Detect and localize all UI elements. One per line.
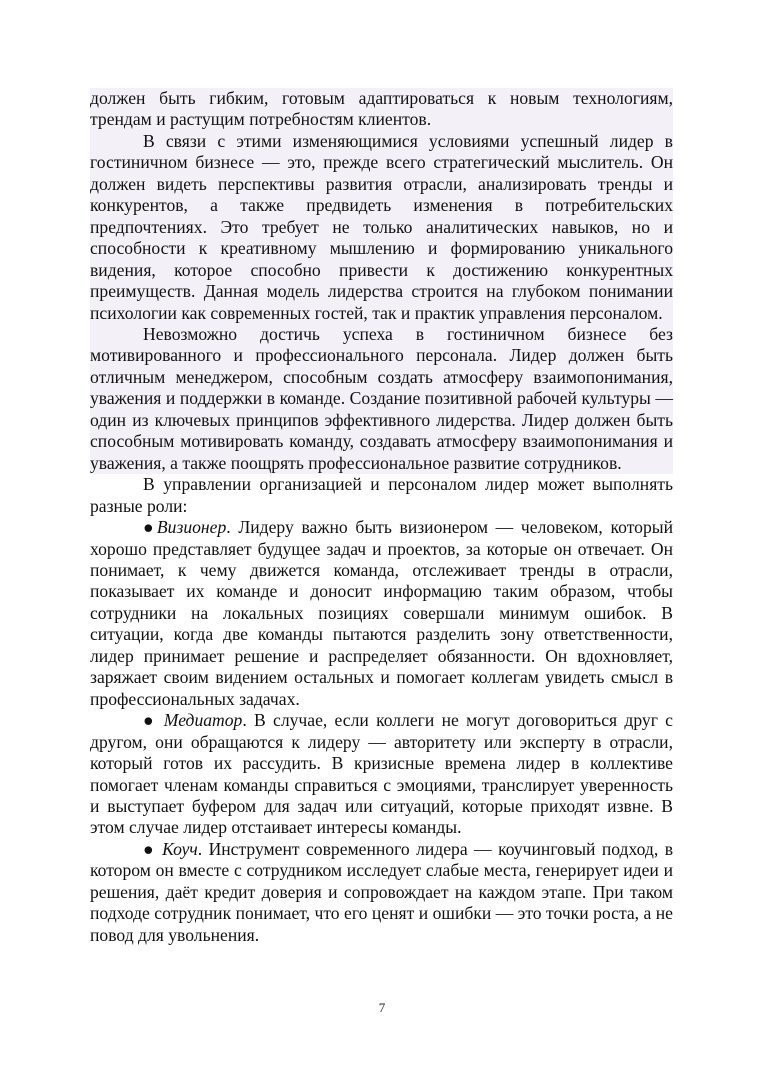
role-title: Коуч	[162, 838, 198, 859]
paragraph-continuation: должен быть гибким, готовым адаптироваться к новым технологиям, трендам и растущим потребностям клиентов.	[90, 88, 673, 130]
role-description: . Лидеру важно быть визионером — человеком, который хорошо представляет будущее задач и проектов, за которые он отвечает. Он понимает, к чему движется команда, отслеживает тренды в отрасли, показывает их команде и доносит информацию таким образом, чтобы сотрудники на локальных позициях совершали минимум ошибок. В ситуации, когда две команды пытаются разделить зону ответственности, лидер принимает решение и распределяет обязанности. Он вдохновляет, заряжает своим видением остальных и помогает коллегам увидеть смысл в профессиональных задачах.	[90, 517, 673, 709]
role-item-mediator	[90, 710, 673, 839]
paragraph-motivated-staff: Невозможно достичь успеха в гостиничном бизнесе без мотивированного и профессионального персонала. Лидер должен быть отличным менеджером, способным создать атмосферу взаимопонимания, уважения и поддержки в команде. Создание позитивной рабочей культуры — один из ключевых принципов эффективного лидерства. Лидер должен быть способным мотивировать команду, создавать атмосферу взаимопонимания и уважения, а также поощрять профессиональное развитие сотрудников.	[90, 323, 673, 473]
role-description: . Инструмент современного лидера — коучинговый подход, в котором он вместе с сотрудником исследует слабые места, генерирует идеи и решения, даёт кредит доверия и сопровождает на каждом этапе. При таком подходе сотрудник понимает, что его ценят и ошибки — это точки роста, а не повод для увольнения.	[90, 838, 674, 945]
role-item-coach	[90, 839, 673, 946]
paragraph-strategic-thinker: В связи с этими изменяющимися условиями успешный лидер в гостиничном бизнесе — это, прежде всего стратегический мыслитель. Он должен видеть перспективы развития отрасли, анализировать тренды и конкурентов, а также предвидеть изменения в потребительских предпочтениях. Это требует не только аналитических навыков, но и способности к креативному мышлению и формированию уникального видения, которое способно привести к достижению конкурентных преимуществ. Данная модель лидерства строится на глубоком понимании психологии как современных гостей, так и практик управления персоналом.	[90, 130, 673, 323]
page-number: 7	[378, 1000, 386, 1015]
bullet-icon: ●	[143, 710, 164, 731]
role-title: Медиатор	[163, 710, 243, 731]
bullet-icon: ●	[143, 838, 163, 859]
role-description: . В случае, если коллеги не могут договориться друг с другом, они обращаются к лидеру ― авторитету или эксперту в отрасли, который готов их рассудить. В кризисные времена лидер в коллективе помогает членам команды справиться с эмоциями, транслирует уверенность и выступает буфером для задач или ситуаций, которые приходят извне. В этом случае лидер отстаивает интересы команды.	[90, 710, 673, 838]
role-title: Визионер	[156, 517, 227, 538]
paragraph-roles-intro: В управлении организацией и персоналом лидер может выполнять разные роли:	[90, 474, 673, 516]
role-item-visionary	[90, 517, 673, 710]
page-body	[90, 88, 673, 946]
bullet-icon: ●	[143, 517, 157, 538]
